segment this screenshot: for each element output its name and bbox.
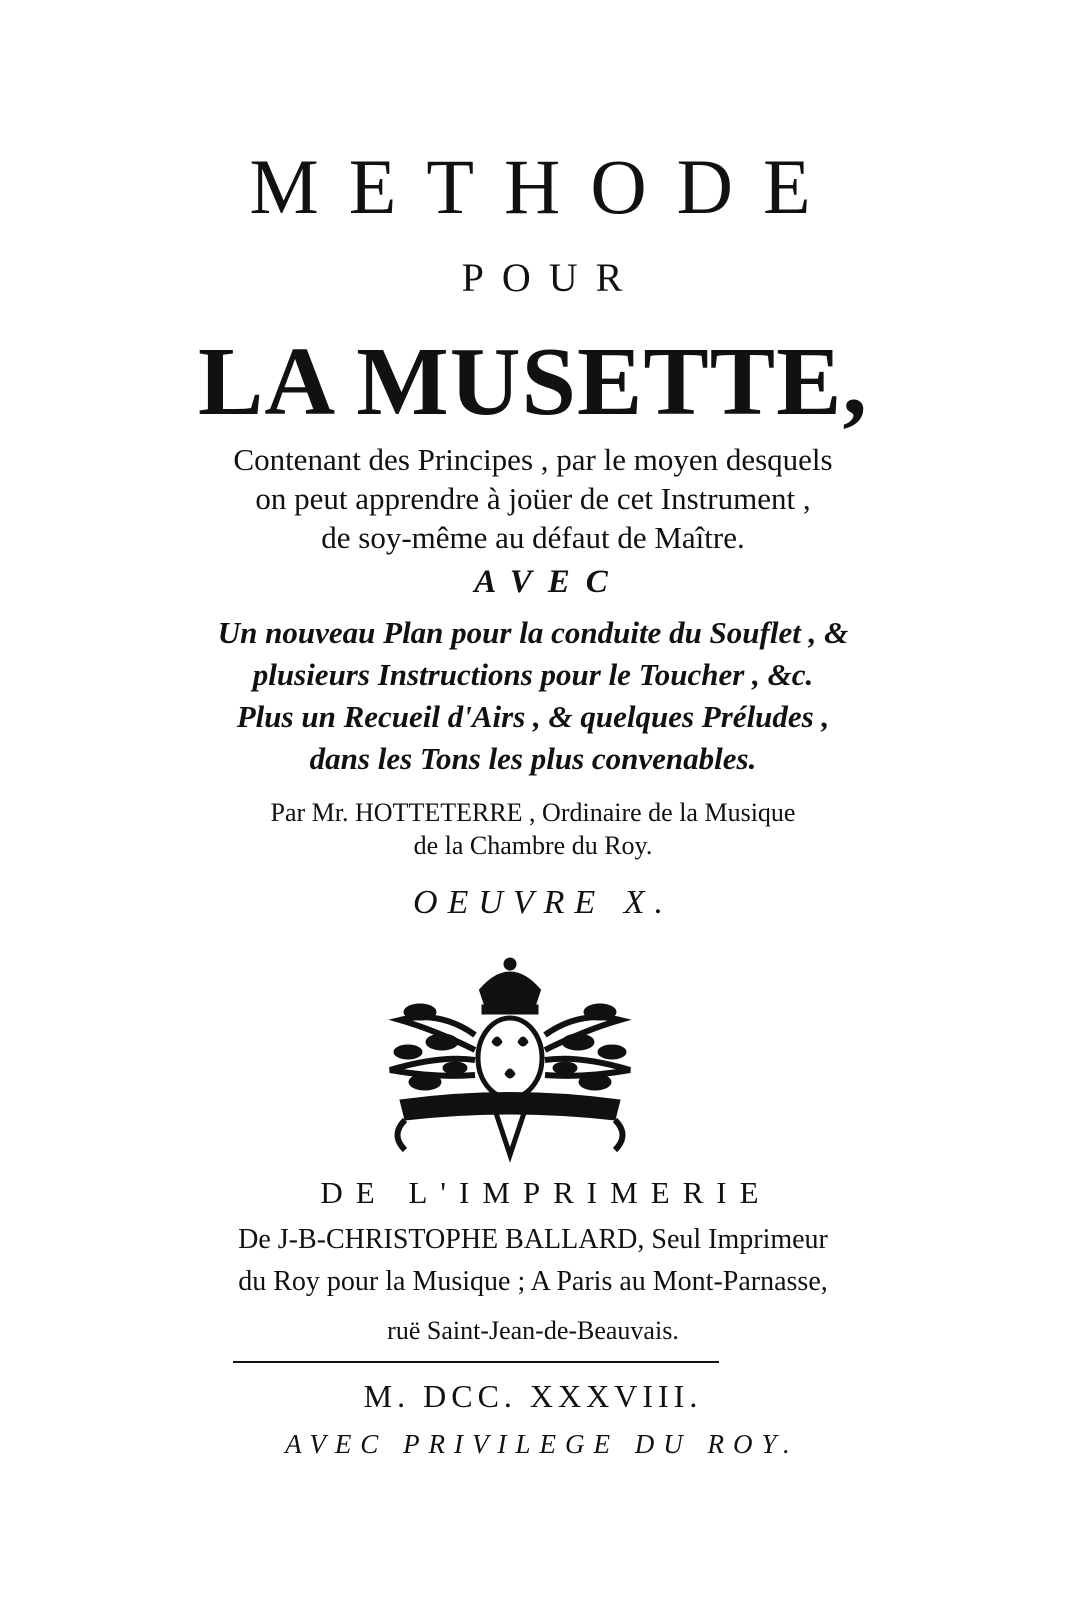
description-line-4: dans les Tons les plus convenables. xyxy=(309,741,757,776)
title-main: METHODE xyxy=(249,143,841,230)
avec-heading: AVEC xyxy=(474,564,624,600)
description-line-1: Un nouveau Plan pour la conduite du Souflet , & xyxy=(217,615,849,650)
imprint-line-1: DE L'IMPRIMERIE xyxy=(320,1175,772,1210)
subtitle-line-1: Contenant des Principes , par le moyen desquels xyxy=(233,442,833,477)
title-subject: LA MUSETTE, xyxy=(198,328,868,436)
imprint-line-4: ruë Saint-Jean-de-Beauvais. xyxy=(387,1316,679,1345)
description-line-2: plusieurs Instructions pour le Toucher , &c. xyxy=(252,657,814,692)
publication-year: M. DCC. XXXVIII. xyxy=(363,1378,703,1414)
royal-arms-fleur-de-lis-crown-icon xyxy=(380,950,640,1165)
imprint-line-2: De J-B-CHRISTOPHE BALLARD, Seul Imprimeur xyxy=(238,1224,828,1255)
author-line-2: de la Chambre du Roy. xyxy=(413,831,653,860)
author-line-1: Par Mr. HOTTETERRE , Ordinaire de la Musique xyxy=(270,798,796,827)
subtitle-line-2: on peut apprendre à joüer de cet Instrument , xyxy=(255,481,811,516)
imprint-line-3: du Roy pour la Musique ; A Paris au Mont-Parnasse, xyxy=(238,1266,828,1297)
divider-rule xyxy=(233,1361,719,1363)
opus-number: OEUVRE X. xyxy=(413,884,673,921)
subtitle-line-3: de soy-même au défaut de Maître. xyxy=(321,520,745,555)
description-line-3: Plus un Recueil d'Airs , & quelques Préludes , xyxy=(236,699,830,734)
title-pour: POUR xyxy=(461,255,641,300)
royal-privilege: AVEC PRIVILEGE DU ROY. xyxy=(285,1429,799,1459)
